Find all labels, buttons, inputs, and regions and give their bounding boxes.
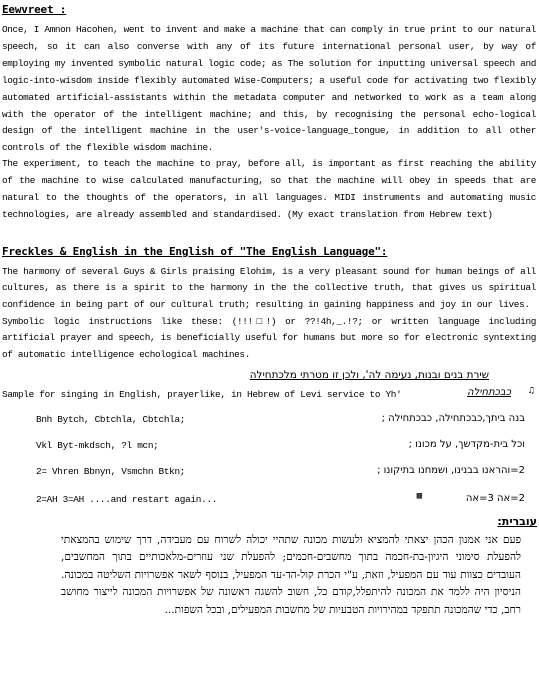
song-row-1-latin: Bnh Bytch, Cbtchla, Cbtchla; — [36, 414, 186, 425]
repeat-marker-icon: ▦ — [416, 491, 421, 501]
hebrew-summary-paragraph: פעם אני אמנון הכהן יצאתי להמציא ולעשות מכונה שתהיי יכולה לשרוח עם מעבידה, דרך שימוש בהמצאתי להפעלת סימוני היגיון-בת-חכמה בתוך מחשבים-חכמים; להפעלת שני עוזרים-מלאכותיים בתוך המחשבים, העובדים כצוות עוד עם המפעיל, וזאת, ע"י הכרת קול-הד-עד המפעיל, בנוסף לשאר אפשרויות השליטה במכונה. הניסיון היה ללמד את המכונה להיתפלל,קודם כל, חשוב להשגה ראשונה של אפשרויות המכונה לייצור מחושב רחב, כדי שהמכונה תתפקד במהירויות הטבעיות של מחשבות המפעילים, ובכל השפות... — [61, 534, 521, 616]
song-row-4-hebrew: 2=אה 3=אה — [465, 493, 525, 504]
section-heading-freckles: Freckles & English in the English of "The English Language": — [2, 245, 388, 258]
eewvreet-paragraph-2: The experiment, to teach the machine to pray, before all, is important as first reaching the ability of the machine to wise calculated manufacturing, so that the machine will obey in speeds that are natural to the thoughts of the operators, in all languages. MIDI instruments and automating music technologies, are already assembled and standardised. (My exact translation from Hebrew text) — [2, 158, 536, 220]
song-row-2-hebrew: וכל בית-מקדשך, על מכונו ; — [408, 439, 525, 450]
music-note-icon: ♫ — [528, 386, 533, 396]
song-row-4-latin: 2=AH 3=AH ....and restart again... — [36, 494, 218, 505]
freckles-paragraph-2: Symbolic logic instructions like these: (!!!□!) or ??!4h,_.!?; or written language including artificial prayer and speech, is beneficially useful for humans but more so for electronic syntexting of automatic intelligence echological machines. — [2, 316, 536, 360]
song-sample-line: Sample for singing in English, prayerlike, in Hebrew of Levi service to Yh' — [2, 389, 402, 400]
eewvreet-paragraph-1: Once, I Amnon Hacohen, went to invent and make a machine that can comply in true print to our natural speech, so it can also converse with any of its future international personal user, by way of employing my invented symbolic natural logic code; as The solution for inputting universal speech and logic-into-wisdom inside flexibly automated Wise-Computers; a useful code for activating two flexibly automated artificial-assistants within the metadata computer and networked to work as a team along with the operator of the intelligent machine; and this, by recognising the personal echo-logical design of the intelligent machine in the user's-voice-language_tongue, in addition to all other controls of the flexible wisdom machine. — [2, 24, 536, 154]
section-heading-eewvreet: Eewvreet : — [2, 3, 67, 16]
song-row-3-hebrew: 2=והראנו בבנינו, ושמחנו בתיקונו ; — [377, 465, 525, 476]
hebrew-summary-heading: עוברית: — [497, 515, 537, 528]
freckles-paragraph-1: The harmony of several Guys & Girls praising Elohim, is a very pleasant sound for human beings of all cultures, as there is a spirit to the harmony in the the collective truth, that gives us spiritual confidence in being part of our cultural truth; resulting in gaining happiness and joy in our lives. — [2, 266, 536, 310]
song-hebrew-label: כבכתחילה — [467, 387, 511, 398]
song-row-1-hebrew: בנה ביתך,כבכתחילה, כבכתחילה ; — [381, 413, 525, 424]
song-hebrew-title: שירת בנים ובנות, נעימה לה', ולכן זו מטרתי מלכתחילה — [249, 369, 489, 381]
song-row-2-latin: Vkl Byt-mkdsch, ?l mcn; — [36, 440, 159, 451]
song-row-3-latin: 2= Vhren Bbnyn, Vsmchn Btkn; — [36, 466, 186, 477]
